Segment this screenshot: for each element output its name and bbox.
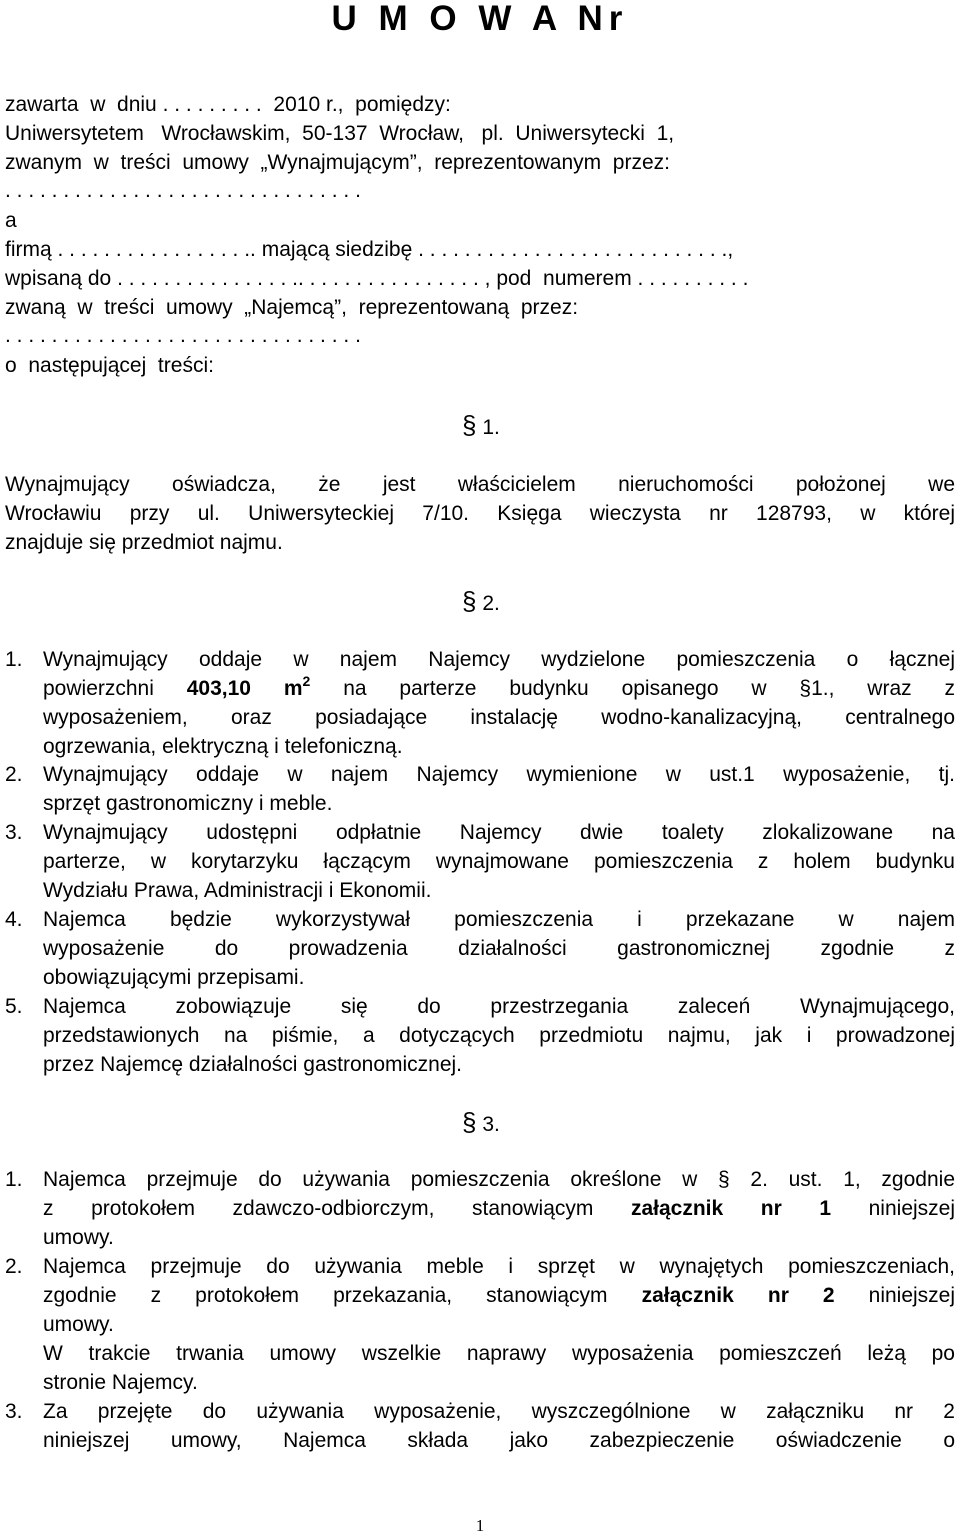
area-value: 403,10 $m^2$ [186, 673, 311, 700]
item-text-row: z protokołem zdawczo-odbiorczym, stanowiącym załącznik nr 1 niniejszej [43, 1197, 956, 1220]
list-item [5, 1397, 955, 1455]
item-text-row: sprzęt gastronomiczny i meble. [43, 792, 333, 815]
item-number: 2. [5, 763, 23, 786]
item-number: 3. [5, 821, 23, 844]
list-item [5, 1165, 955, 1252]
conjunction-line: a [5, 209, 17, 232]
list-item [5, 1252, 955, 1397]
item-text-row: obowiązującymi przepisami. [43, 966, 305, 989]
item-number: 5. [5, 995, 23, 1018]
item-text-row: Wydziału Prawa, Administracji i Ekonomii. [43, 879, 432, 902]
item-text-row: Najemca zobowiązuje się do przestrzegania zaleceń Wynajmującego, [43, 995, 955, 1018]
item-text-row: Wynajmujący udostępni odpłatnie Najemcy dwie toalety zlokalizowane na [43, 821, 955, 844]
item-number: 4. [5, 908, 23, 931]
item-text-row: Najemca przejmuje do używania pomieszczenia określone w § 2. ust. 1, zgodnie [43, 1168, 955, 1191]
section-heading-2 [462, 587, 500, 618]
paragraph-symbol: § [462, 586, 477, 616]
item-number: 2. [5, 1255, 23, 1278]
item-text-row: W trakcie trwania umowy wszelkie naprawy wyposażenia pomieszczeń leżą po [43, 1342, 955, 1365]
section-number: 3. [482, 1113, 500, 1136]
paragraph-symbol: § [462, 410, 477, 440]
item-text-row: umowy. [43, 1313, 114, 1336]
item-text-row: przez Najemcę działalności gastronomicznej. [43, 1053, 463, 1076]
section-number: 2. [482, 592, 500, 615]
item-text-row: Najemca będzie wykorzystywał pomieszczenia i przekazane w najem [43, 908, 955, 931]
item-text-row: wyposażenie do prowadzenia działalności gastronomicznej zgodnie z [43, 937, 955, 960]
list-item [5, 760, 955, 818]
attachment-reference: załącznik nr 2 [641, 1284, 835, 1307]
party-landlord-line: Uniwersytetem Wrocławskim, 50-137 Wrocław, pl. Uniwersytecki 1, [5, 122, 675, 145]
section-heading-3 [462, 1108, 500, 1139]
item-text-row: Wynajmujący oddaje w najem Najemcy wymienione w ust.1 wyposażenie, tj. [43, 763, 955, 786]
item-text-row: stronie Najemcy. [43, 1371, 198, 1394]
item-text-row: Wynajmujący oddaje w najem Najemcy wydzielone pomieszczenia o łącznej [43, 648, 955, 671]
tenant-alias-line: zwaną w treści umowy „Najemcą”, reprezentowaną przez: [5, 296, 579, 319]
item-text-row: ogrzewania, elektryczną i telefoniczną. [43, 735, 403, 758]
item-text-row: zgodnie z protokołem przekazania, stanowiącym załącznik nr 2 niniejszej [43, 1284, 956, 1307]
item-text-row: Za przejęte do używania wyposażenie, wyszczególnione w załączniku nr 2 [43, 1400, 955, 1423]
item-number: 3. [5, 1400, 23, 1423]
list-item [5, 818, 955, 905]
contents-intro-line: o następującej treści: [5, 354, 214, 377]
item-text-row: niniejszej umowy, Najemca składa jako zabezpieczenie oświadczenie o [43, 1429, 955, 1452]
item-number: 1. [5, 1168, 23, 1191]
section1-text-row: znajduje się przedmiot najmu. [5, 531, 283, 554]
list-item [5, 992, 955, 1079]
item-number: 1. [5, 648, 23, 671]
tenant-company-line: firmą . . . . . . . . . . . . . . . . .. mającą siedzibę . . . . . . . . . . . . . . . . . . . . . . . . . . ., [5, 238, 734, 261]
page-number: 1 [475, 1516, 485, 1535]
landlord-alias-line: zwanym w treści umowy „Wynajmującym”, reprezentowanym przez: [5, 151, 670, 174]
section-number: 1. [482, 416, 500, 439]
paragraph-symbol: § [462, 1107, 477, 1137]
section1-text-row: Wynajmujący oświadcza, że jest właścicielem nieruchomości położonej we [5, 473, 955, 496]
item-text-row: powierzchni 403,10 $m^2$ na parterze budynku opisanego w §1., wraz z [43, 673, 955, 700]
list-item [5, 905, 955, 992]
attachment-reference: załącznik nr 1 [630, 1197, 832, 1220]
section-heading-1 [462, 411, 500, 442]
section1-text-row: Wrocławiu przy ul. Uniwersyteckiej 7/10. Księga wieczysta nr 128793, w której [5, 502, 955, 525]
landlord-representative-line: . . . . . . . . . . . . . . . . . . . . . . . . . . . . . . . [5, 179, 361, 202]
item-text-row: Najemca przejmuje do używania meble i sprzęt w wynajętych pomieszczeniach, [43, 1255, 955, 1278]
document-title: U M O W A Nr [331, 0, 629, 38]
tenant-registry-line: wpisaną do . . . . . . . . . . . . . . . .. . . . . . . . . . . . . . . . , pod numerem . . . . . . . . . . [5, 267, 749, 290]
item-text-row: wyposażeniem, oraz posiadające instalację wodno-kanalizacyjną, centralnego [43, 706, 955, 729]
list-item [5, 645, 955, 761]
contract-date-line: zawarta w dniu . . . . . . . . . 2010 r., pomiędzy: [5, 93, 451, 116]
tenant-representative-line: . . . . . . . . . . . . . . . . . . . . . . . . . . . . . . . [5, 324, 361, 347]
item-text-row: parterze, w korytarzyku łączącym wynajmowane pomieszczenia z holem budynku [43, 850, 955, 873]
item-text-row: umowy. [43, 1226, 114, 1249]
item-text-row: przedstawionych na piśmie, a dotyczących przedmiotu najmu, jak i prowadzonej [43, 1024, 955, 1047]
